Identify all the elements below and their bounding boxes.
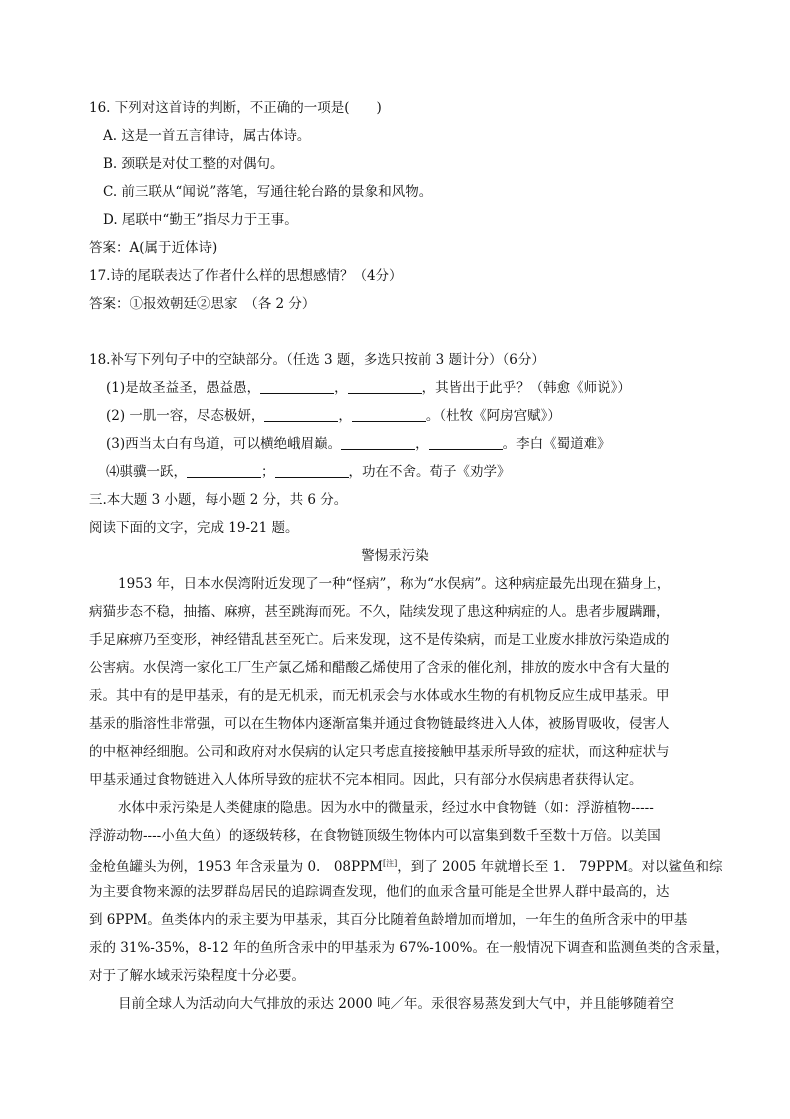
q16-stem: 16. 下列对这首诗的判断，不正确的一项是( ): [89, 100, 382, 116]
paragraph-line: 公害病。水俣湾一家化工厂生产氯乙烯和醋酸乙烯使用了含汞的催化剂，排放的废水中含有大量的: [89, 660, 670, 676]
q18-item-text: (2) 一肌一容，尽态极妍，: [106, 408, 265, 424]
q17-stem: 17.诗的尾联表达了作者什么样的思想感情？（4分）: [89, 268, 403, 284]
paragraph-line: [89, 854, 723, 877]
paragraph-line: 浮游动物----小鱼大鱼）的逐级转移，在食物链顶级生物体内可以富集到数千至数十万倍。以美国: [89, 828, 661, 844]
paragraph-line: 目前全球人为活动向大气排放的汞达 2000 吨／年。汞很容易蒸发到大气中，并且能够随着空: [118, 996, 674, 1012]
paragraph-line: 甲基汞通过食物链进入人体所导致的症状不完本相同。因此，只有部分水俣病患者获得认定。: [89, 772, 643, 788]
paragraph-line: 1953 年，日本水俣湾附近发现了一种“怪病”，称为“水俣病”。这种病症最先出现在猫身上，: [118, 576, 671, 592]
fill-blank: [352, 407, 426, 422]
q18-item-source: 。李白《蜀道难》: [502, 436, 611, 452]
section-intro: 阅读下面的文字，完成 19-21 题。: [89, 520, 299, 536]
q18-item-source: ，其皆出于此乎？（韩愈《师说》）: [421, 380, 631, 396]
q18-item-sep: ，: [415, 436, 429, 452]
paragraph-line: 病猫步态不稳，抽搐、麻痹，甚至跳海而死。不久，陆续发现了患这种病症的人。患者步履蹒跚，: [89, 604, 670, 620]
q18-item-text: (1)是故圣益圣，愚益愚，: [106, 380, 261, 396]
fill-blank: [264, 407, 338, 422]
fill-blank: [341, 435, 415, 450]
q18-item: [106, 462, 511, 482]
q18-item-source: 。（杜牧《阿房宫赋》）: [425, 408, 561, 424]
q18-item-sep: ；: [261, 464, 275, 480]
q18-item-text: ⑷骐骥一跃，: [106, 464, 187, 480]
paragraph-line: 到 6PPM。鱼类体内的汞主要为甲基汞，其百分比随着鱼龄增加而增加，一年生的鱼所含汞中的甲基: [89, 912, 688, 928]
fill-blank: [348, 379, 422, 394]
paragraph-line: 汞。其中有的是甲基汞，有的是无机汞，而无机汞会与水体或水生物的有机物反应生成甲基汞。甲: [89, 688, 670, 704]
paragraph-line: 水体中汞污染是人类健康的隐患。因为水中的微量汞，经过水中食物链（如：浮游植物-----: [118, 800, 654, 816]
q16-option-b: B. 颈联是对仗工整的对偶句。: [103, 156, 284, 172]
q16-option-a: A. 这是一首五言律诗，属古体诗。: [103, 128, 311, 144]
q16-answer: 答案：A(属于近体诗): [89, 240, 218, 256]
footnote-marker: [注]: [383, 859, 398, 868]
fill-blank: [429, 435, 503, 450]
q18-stem: 18.补写下列句子中的空缺部分。（任选 3 题，多选只按前 3 题计分）（6分）: [89, 352, 545, 368]
fill-blank: [275, 463, 349, 478]
paragraph-line: 基汞的脂溶性非常强，可以在生物体内逐渐富集并通过食物链最终进入人体，被肠胃吸收，侵害人: [89, 716, 670, 732]
article-title: 警惕汞污染: [361, 548, 429, 564]
q17-answer: 答案：①报效朝廷②思家 （各 2 分）: [89, 296, 316, 312]
q18-item: [106, 378, 631, 398]
q16-option-d: D. 尾联中“勤王”指尽力于王事。: [103, 212, 298, 228]
paragraph-text: 金枪鱼罐头为例，1953 年含汞量为 0. 08PPM: [89, 859, 383, 875]
q18-item: [106, 406, 561, 426]
q18-item-text: (3)西当太白有鸟道，可以横绝峨眉巅。: [106, 436, 342, 452]
paragraph-line: 对于了解水域汞污染程度十分必要。: [89, 968, 305, 984]
q18-item-sep: ，: [334, 380, 348, 396]
paragraph-text: ，到了 2005 年就增长至 1. 79PPM。对以鲨鱼和综: [397, 859, 723, 875]
paragraph-line: 汞的 31%-35%，8-12 年的鱼所含汞中的甲基汞为 67%-100%。在一般情况下调查和监测鱼类的含汞量，: [89, 940, 729, 956]
q18-item: [106, 434, 611, 454]
paragraph-line: 为主要食物来源的法罗群岛居民的追踪调查发现，他们的血汞含量可能是全世界人群中最高的，达: [89, 884, 670, 900]
q16-option-c: C. 前三联从“闻说”落笔，写通往轮台路的景象和风物。: [103, 184, 433, 200]
q18-item-sep: ，: [338, 408, 352, 424]
section-heading: 三.本大题 3 小题，每小题 2 分，共 6 分。: [89, 492, 348, 508]
paragraph-line: 的中枢神经细胞。公司和政府对水俣病的认定只考虑直接接触甲基汞所导致的症状，而这种症状与: [89, 744, 670, 760]
fill-blank: [260, 379, 334, 394]
paragraph-line: 手足麻痹乃至变形，神经错乱甚至死亡。后来发现，这不是传染病，而是工业废水排放污染造成的: [89, 632, 670, 648]
q18-item-source: ，功在不舍。荀子《劝学》: [348, 464, 511, 480]
fill-blank: [187, 463, 261, 478]
